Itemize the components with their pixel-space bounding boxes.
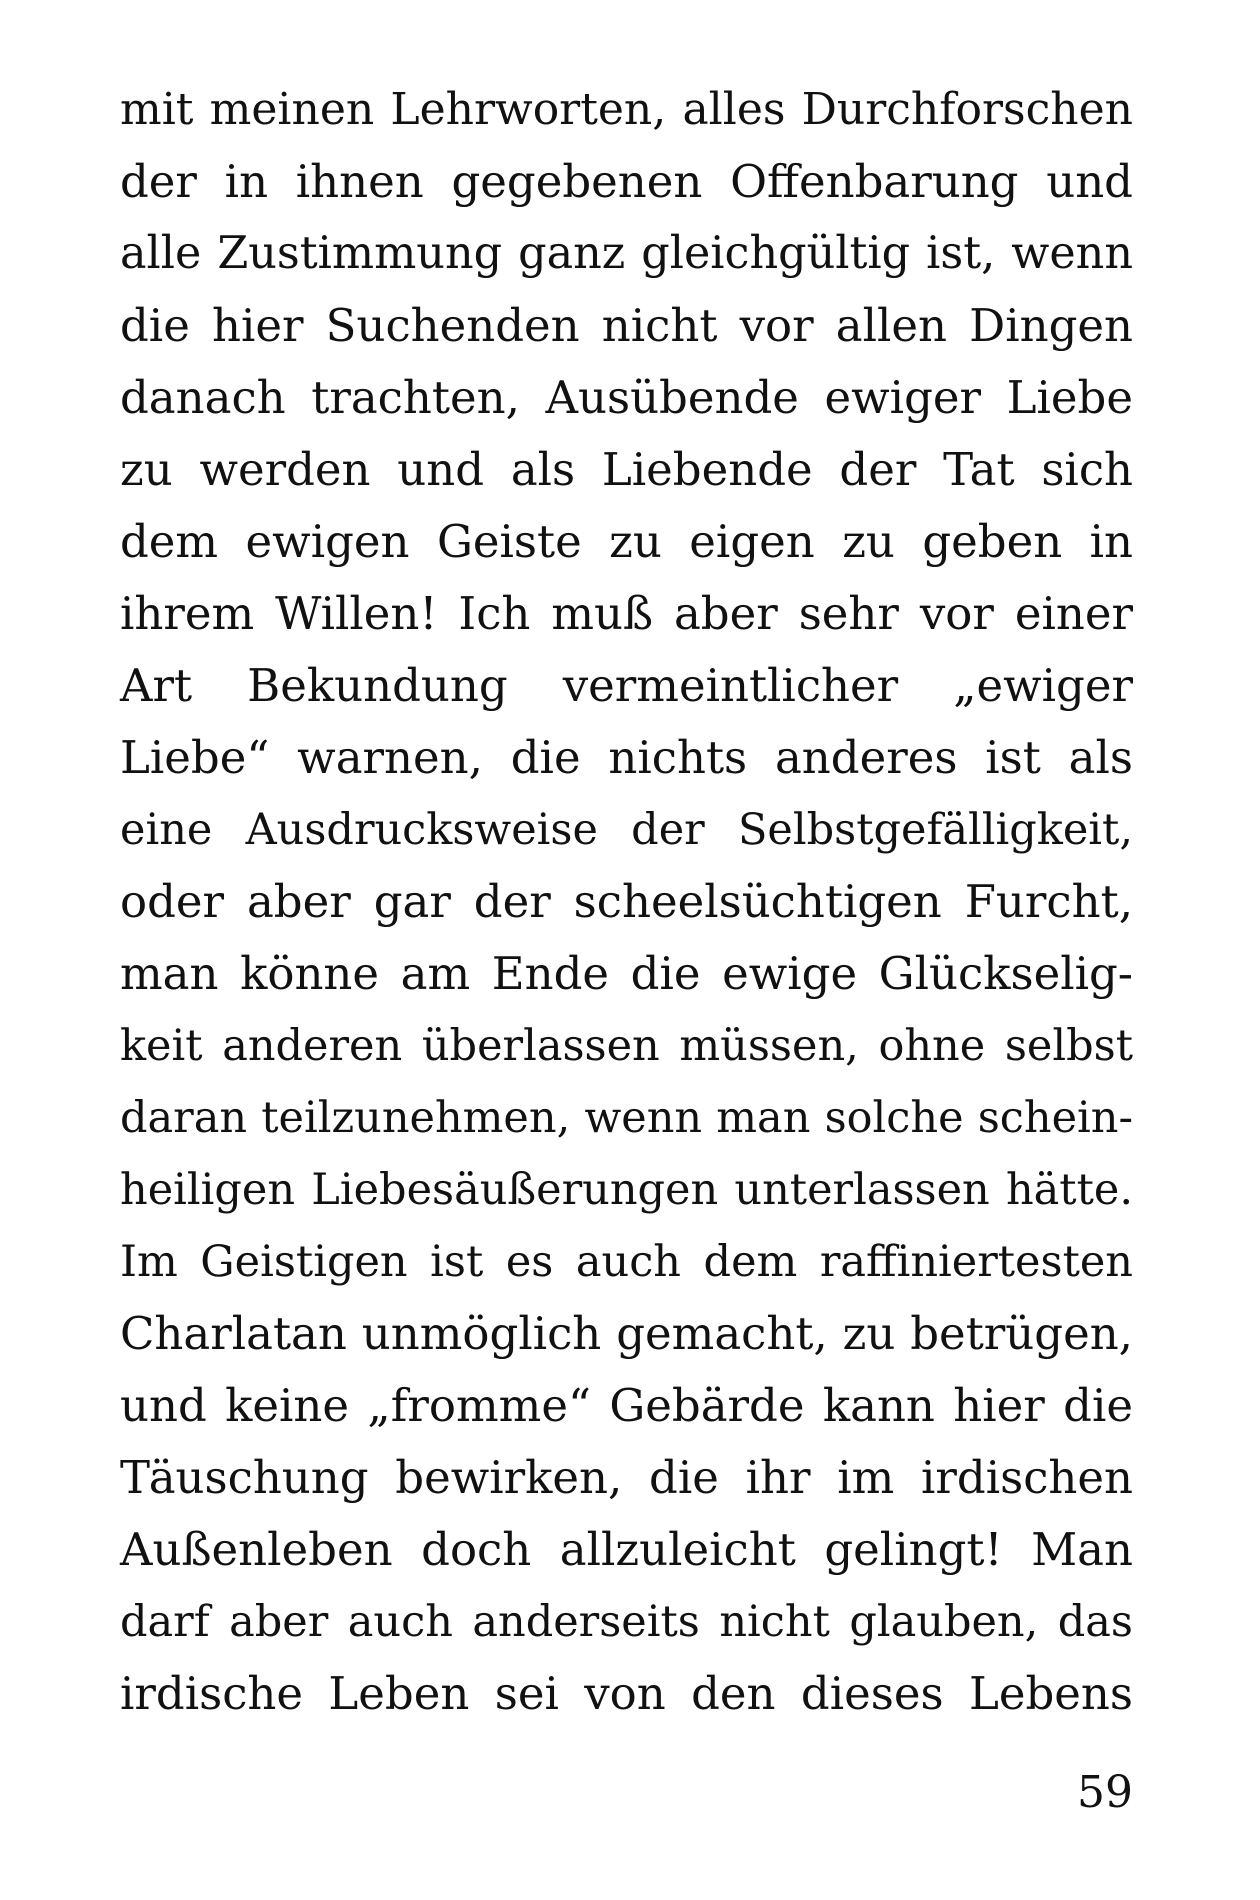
text-line: der in ihnen gegebenen Offenbarung und — [120, 155, 1133, 208]
text-line: alle Zustimmung ganz gleichgültig ist, wenn — [120, 228, 1133, 279]
text-line: Außenleben doch allzuleicht gelingt! Man — [120, 1523, 1133, 1576]
text-line: mit meinen Lehrworten, alles Durchforschen — [120, 84, 1133, 135]
text-line: daran teilzunehmen, wenn man solche schein- — [120, 1093, 1133, 1143]
text-line: keit anderen überlassen müssen, ohne selbst — [120, 1021, 1133, 1071]
text-line: danach trachten, Ausübende ewiger Liebe — [120, 371, 1133, 424]
text-line: Liebe“ warnen, die nichts anderes ist als — [120, 731, 1133, 784]
text-line: irdische Leben sei von den dieses Lebens — [120, 1667, 1133, 1720]
text-line: und keine „fromme“ Gebärde kann hier die — [120, 1379, 1133, 1432]
text-line: heiligen Liebesäußerungen unterlassen hätte. — [120, 1165, 1133, 1215]
text-line: dem ewigen Geiste zu eigen zu geben in — [120, 515, 1133, 568]
text-line: ihrem Willen! Ich muß aber sehr vor einer — [120, 587, 1133, 640]
text-line: eine Ausdrucksweise der Selbstgefälligkeit, — [120, 805, 1133, 855]
text-line: Art Bekundung vermeintlicher „ewiger — [120, 659, 1133, 712]
body-text — [120, 74, 1133, 1730]
text-line: die hier Suchenden nicht vor allen Dingen — [120, 299, 1133, 352]
text-line: Täuschung bewirken, die ihr im irdischen — [120, 1451, 1133, 1504]
text-line: Charlatan unmöglich gemacht, zu betrügen, — [120, 1307, 1133, 1360]
text-line: oder aber gar der scheelsüchtigen Furcht, — [120, 875, 1133, 928]
page-number: 59 — [1077, 1767, 1133, 1818]
text-line: man könne am Ende die ewige Glückselig- — [120, 947, 1133, 1000]
text-line: zu werden und als Liebende der Tat sich — [120, 443, 1133, 496]
text-line: Im Geistigen ist es auch dem raffiniertesten — [120, 1237, 1133, 1287]
text-line: darf aber auch anderseits nicht glauben, das — [120, 1597, 1133, 1647]
